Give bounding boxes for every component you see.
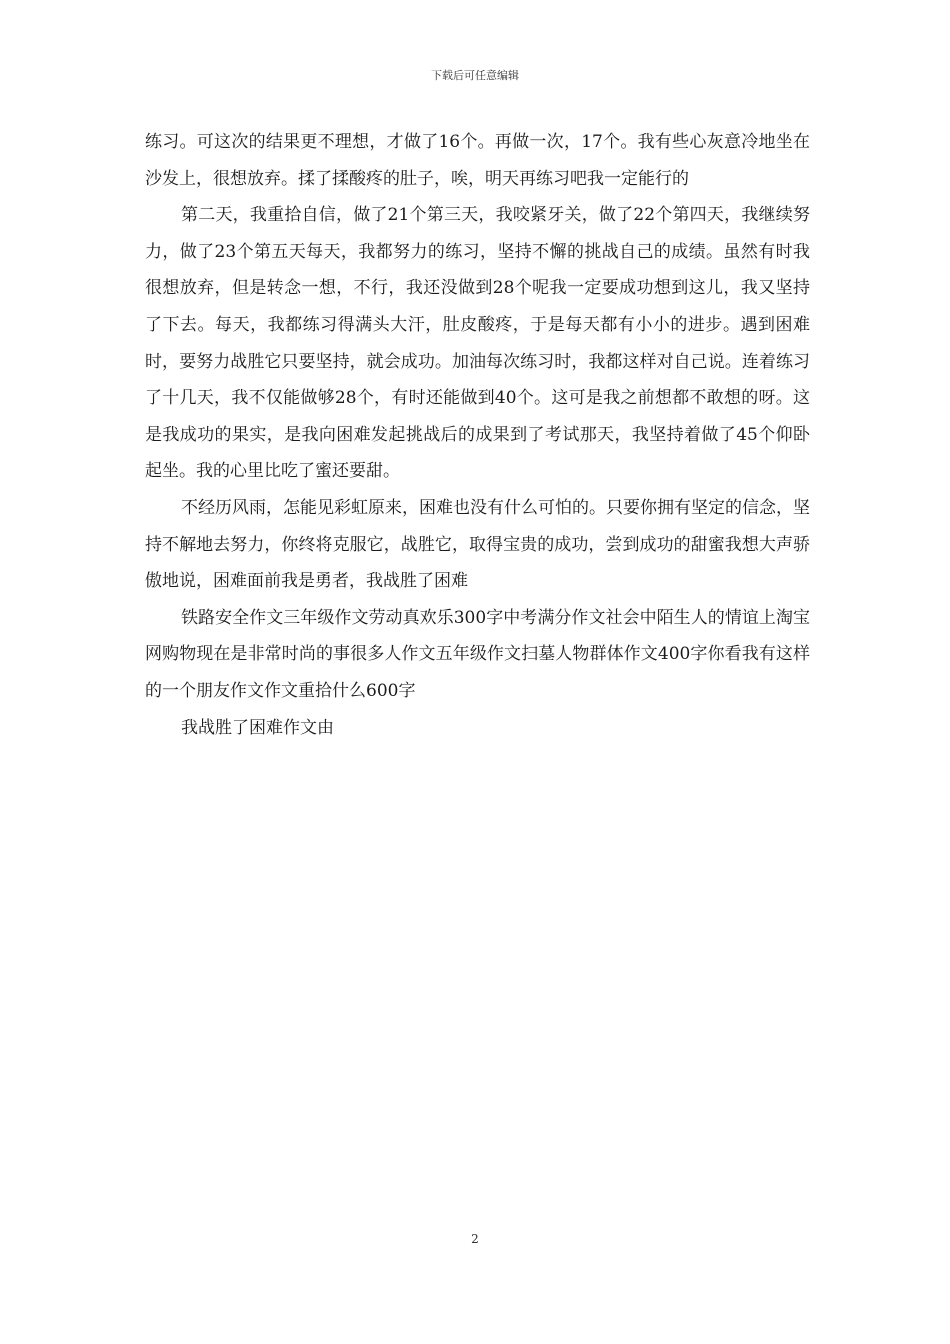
paragraph-conclusion: 不经历风雨，怎能见彩虹原来，困难也没有什么可怕的。只要你拥有坚定的信念，坚持不解地去努力，你终将克服它，战胜它，取得宝贵的成功，尝到成功的甜蜜我想大声骄傲地说，困难面前我是勇者，我战胜了困难	[145, 497, 810, 592]
page-header-note: 下载后可任意编辑	[431, 69, 519, 82]
paragraph-related-links: 铁路安全作文三年级作文劳动真欢乐300字中考满分作文社会中陌生人的情谊上淘宝网购物现在是非常时尚的事很多人作文五年级作文扫墓人物群体作文400字你看我有这样的一个朋友作文作文重拾什么600字	[145, 607, 810, 701]
paragraph-continuation: 练习。可这次的结果更不理想，才做了16个。再做一次，17个。我有些心灰意冷地坐在沙发上，很想放弃。揉了揉酸疼的肚子，唉，明天再练习吧我一定能行的	[145, 132, 810, 189]
paragraph-practice: 第二天，我重拾自信，做了21个第三天，我咬紧牙关，做了22个第四天，我继续努力，做了23个第五天每天，我都努力的练习，坚持不懈的挑战自己的成绩。虽然有时我很想放弃，但是转念一想，不行，我还没做到28个呢我一定要成功想到这儿，我又坚持了下去。每天，我都练习得满头大汗，肚皮酸疼，于是每天都有小小的进步。遇到困难时，要努力战胜它只要坚持，就会成功。加油每次练习时，我都这样对自己说。连着练习了十几天，我不仅能做够28个，有时还能做到40个。这可是我之前想都不敢想的呀。这是我成功的果实，是我向困难发起挑战后的成果到了考试那天，我坚持着做了45个仰卧起坐。我的心里比吃了蜜还要甜。	[145, 205, 810, 482]
document-body	[145, 124, 810, 746]
paragraph-source: 我战胜了困难作文由	[181, 717, 334, 738]
page-number: 2	[471, 1232, 479, 1246]
